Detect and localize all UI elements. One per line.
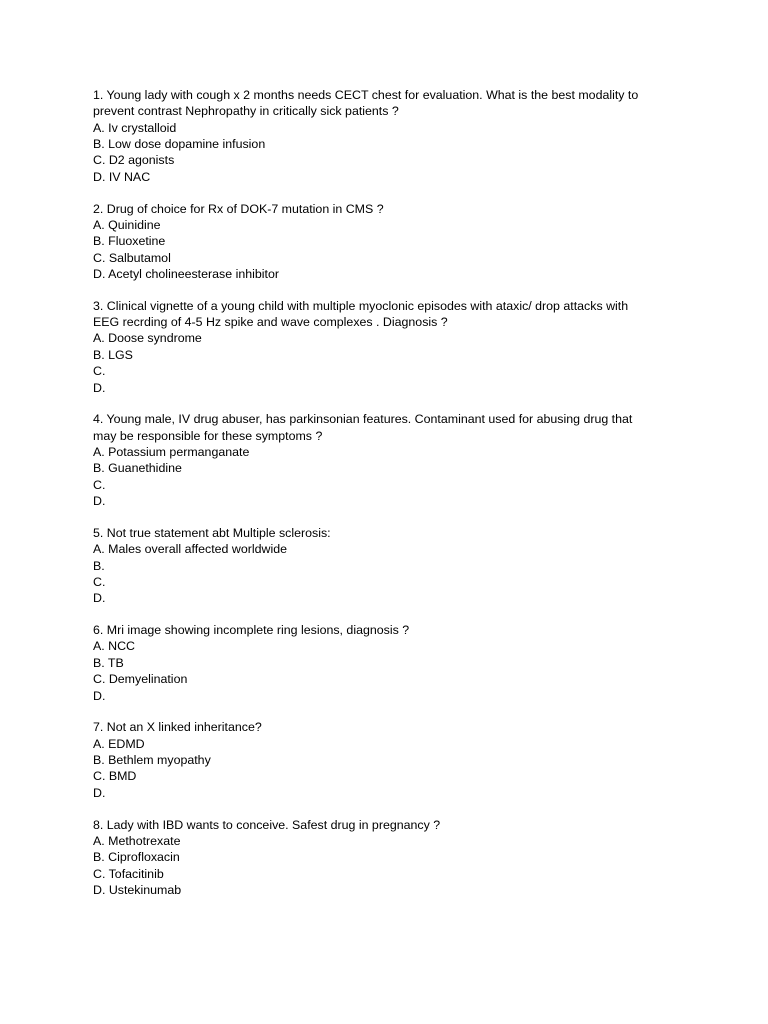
option-d: D. IV NAC <box>93 169 151 184</box>
option-b: B. Low dose dopamine infusion <box>93 137 266 152</box>
option-d: D. <box>93 591 106 606</box>
option-a: A. Potassium permanganate <box>93 445 250 460</box>
option-b: B. TB <box>93 655 124 670</box>
option-a: A. Doose syndrome <box>93 331 202 346</box>
question-8 <box>93 817 673 899</box>
option-b: B. LGS <box>93 347 133 362</box>
option-c: C. Salbutamol <box>93 250 171 265</box>
question-5 <box>93 525 673 607</box>
option-c: C. <box>93 364 106 379</box>
question-stem-line: 3. Clinical vignette of a young child with multiple myoclonic episodes with ataxic/ drop attacks with <box>93 298 629 313</box>
question-stem-line: 6. Mri image showing incomplete ring lesions, diagnosis ? <box>93 623 410 638</box>
option-c: C. <box>93 574 106 589</box>
option-d: D. <box>93 785 106 800</box>
document-page <box>93 87 673 914</box>
question-6 <box>93 622 673 704</box>
option-c: C. Tofacitinib <box>93 866 164 881</box>
option-a: A. NCC <box>93 639 135 654</box>
option-b: B. Bethlem myopathy <box>93 753 211 768</box>
question-1 <box>93 87 673 185</box>
option-a: A. Iv crystalloid <box>93 120 177 135</box>
question-stem <box>93 719 673 735</box>
option-a: A. Quinidine <box>93 217 161 232</box>
question-stem-line: 5. Not true statement abt Multiple sclerosis: <box>93 525 331 540</box>
question-stem <box>93 622 673 638</box>
option-b: B. Guanethidine <box>93 461 182 476</box>
question-7 <box>93 719 673 801</box>
option-c: C. BMD <box>93 769 137 784</box>
question-stem-line: EEG recrding of 4-5 Hz spike and wave complexes . Diagnosis ? <box>93 315 448 330</box>
question-stem-line: 1. Young lady with cough x 2 months needs CECT chest for evaluation. What is the best modality to <box>93 88 639 102</box>
option-c: C. Demyelination <box>93 672 188 687</box>
question-stem <box>93 411 673 444</box>
option-a: A. Methotrexate <box>93 833 181 848</box>
option-d: D. <box>93 688 106 703</box>
question-stem-line: 4. Young male, IV drug abuser, has parkinsonian features. Contaminant used for abusing drug that <box>93 412 633 427</box>
option-a: A. EDMD <box>93 736 145 751</box>
option-c: C. D2 agonists <box>93 153 175 168</box>
option-d: D. Acetyl cholineesterase inhibitor <box>93 266 279 281</box>
question-stem-line: 2. Drug of choice for Rx of DOK-7 mutation in CMS ? <box>93 201 384 216</box>
option-c: C. <box>93 477 106 492</box>
question-2 <box>93 201 673 283</box>
question-3 <box>93 298 673 396</box>
question-stem <box>93 87 673 120</box>
question-stem <box>93 201 673 217</box>
option-d: D. <box>93 494 106 509</box>
option-d: D. Ustekinumab <box>93 882 182 897</box>
option-a: A. Males overall affected worldwide <box>93 542 287 557</box>
option-b: B. Ciprofloxacin <box>93 850 180 865</box>
option-b: B. <box>93 558 105 573</box>
question-stem <box>93 525 673 541</box>
question-stem-line: may be responsible for these symptoms ? <box>93 428 323 443</box>
question-stem <box>93 298 673 331</box>
question-stem-line: 7. Not an X linked inheritance? <box>93 720 262 735</box>
option-b: B. Fluoxetine <box>93 234 166 249</box>
question-stem <box>93 817 673 833</box>
question-stem-line: prevent contrast Nephropathy in critically sick patients ? <box>93 104 399 119</box>
question-stem-line: 8. Lady with IBD wants to conceive. Safest drug in pregnancy ? <box>93 817 441 832</box>
option-d: D. <box>93 380 106 395</box>
question-4 <box>93 411 673 509</box>
